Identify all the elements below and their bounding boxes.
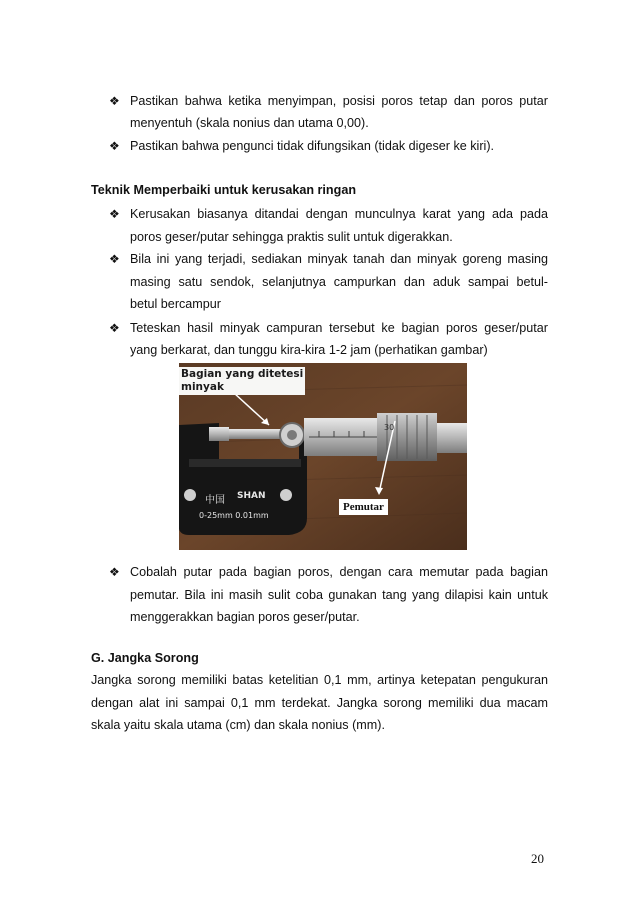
- bullet-diamond-icon: ❖: [109, 139, 120, 153]
- bullet-text-line: poros geser/putar sehingga praktis sulit untuk digerakkan.: [130, 230, 453, 244]
- thimble-scale-text: 30: [384, 423, 395, 432]
- bullet-diamond-icon: ❖: [109, 94, 120, 108]
- figure-label-pemutar: Pemutar: [339, 499, 388, 515]
- bullet-text-line: yang berkarat, dan tunggu kira-kira 1-2 jam (perhatikan gambar): [130, 343, 488, 357]
- figure-label-line: Bagian yang ditetesi: [181, 368, 304, 380]
- figure-label-oil-area: [179, 367, 305, 395]
- frame-brand-text: SHAN: [237, 491, 266, 501]
- figure-label-line: minyak: [181, 381, 224, 393]
- bullet-text-line: betul bercampur: [130, 297, 222, 311]
- bullet-diamond-icon: ❖: [109, 207, 120, 221]
- frame-brand-text: 中国: [205, 495, 225, 506]
- bullet-text-line: menggerakkan bagian poros geser/putar.: [130, 610, 360, 624]
- bullet-diamond-icon: ❖: [109, 252, 120, 266]
- bullet-text-line: Kerusakan biasanya ditandai dengan munculnya karat yang ada pada: [130, 207, 548, 221]
- paragraph-line: dengan alat ini sampai 0,1 mm terdekat. Jangka sorong memiliki dua macam: [91, 696, 548, 710]
- bullet-text-line: Bila ini yang terjadi, sediakan minyak tanah dan minyak goreng masing: [130, 252, 548, 266]
- bullet-text-line: Teteskan hasil minyak campuran tersebut ke bagian poros geser/putar: [130, 321, 548, 335]
- bullet-text-line: masing satu sendok, selanjutnya campurkan dan aduk sampai betul-: [130, 275, 548, 289]
- bullet-text-line: Pastikan bahwa pengunci tidak difungsikan (tidak digeser ke kiri).: [130, 139, 495, 153]
- frame-range-text: 0-25mm 0.01mm: [199, 511, 269, 520]
- page-number: 20: [531, 851, 544, 866]
- bullet-diamond-icon: ❖: [109, 565, 120, 579]
- section-heading: Teknik Memperbaiki untuk kerusakan ringan: [91, 183, 357, 197]
- paragraph-line: Jangka sorong memiliki batas ketelitian 0,1 mm, artinya ketepatan pengukuran: [91, 673, 548, 687]
- micrometer-photo: [179, 363, 467, 550]
- bullet-text-line: menyentuh (skala nonius dan utama 0,00).: [130, 116, 369, 130]
- bullet-text-line: pemutar. Bila ini masih sulit coba gunakan tang yang dilapisi kain untuk: [130, 588, 548, 602]
- paragraph-line: skala yaitu skala utama (cm) dan skala nonius (mm).: [91, 718, 385, 732]
- bullet-diamond-icon: ❖: [109, 321, 120, 335]
- bullet-text-line: Pastikan bahwa ketika menyimpan, posisi poros tetap dan poros putar: [130, 94, 548, 108]
- section-heading: G. Jangka Sorong: [91, 651, 199, 665]
- bullet-text-line: Cobalah putar pada bagian poros, dengan cara memutar pada bagian: [130, 565, 548, 579]
